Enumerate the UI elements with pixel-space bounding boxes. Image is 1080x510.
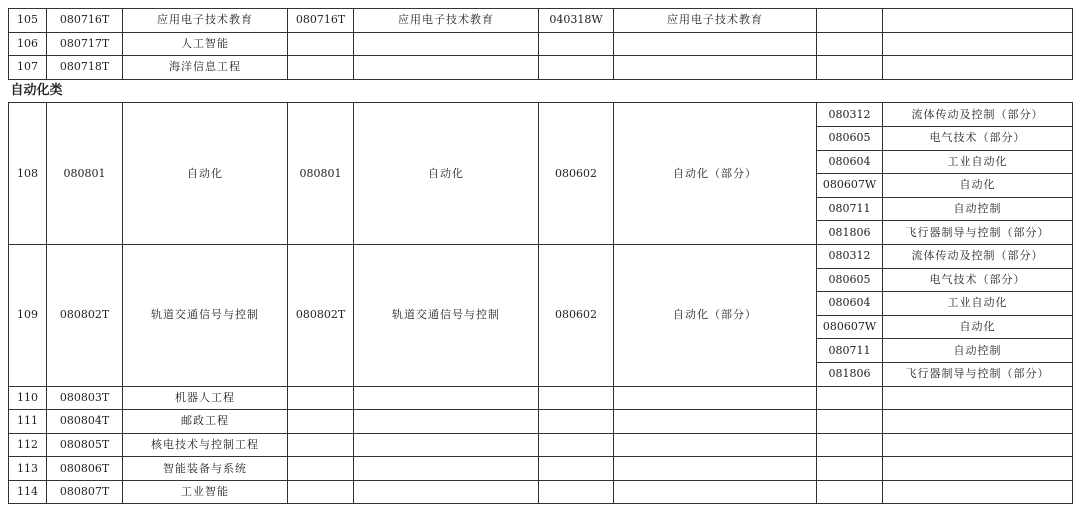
major-code: 080804T [47, 410, 123, 434]
sub-name: 飞行器制导与控制（部分） [883, 362, 1073, 386]
major-name: 人工智能 [123, 32, 288, 56]
sub-name: 电气技术（部分） [883, 126, 1073, 150]
major-name: 智能装备与系统 [123, 457, 288, 481]
row-number: 112 [9, 433, 47, 457]
row-number: 110 [9, 386, 47, 410]
table-row [9, 244, 1073, 268]
major-code: 080802T [47, 244, 123, 386]
major-code: 080803T [47, 386, 123, 410]
old-name: 自动化 [354, 103, 539, 245]
major-name: 海洋信息工程 [123, 56, 288, 80]
sub-code: 080711 [817, 197, 883, 221]
sub-code: 080604 [817, 150, 883, 174]
major-name: 核电技术与控制工程 [123, 433, 288, 457]
table-row [9, 433, 1073, 457]
older-name: 自动化（部分） [614, 103, 817, 245]
older-name: 自动化（部分） [614, 244, 817, 386]
major-name: 邮政工程 [123, 410, 288, 434]
sub-code: 080312 [817, 244, 883, 268]
sub-name: 自动化 [883, 174, 1073, 198]
table-row [9, 457, 1073, 481]
major-code: 080807T [47, 480, 123, 504]
sub-name: 自动化 [883, 315, 1073, 339]
sub-name: 自动控制 [883, 197, 1073, 221]
category-heading: 自动化类 [9, 79, 1073, 103]
major-code: 080717T [47, 32, 123, 56]
row-number: 113 [9, 457, 47, 481]
major-code: 080716T [47, 9, 123, 33]
sub-code: 080605 [817, 126, 883, 150]
sub-name: 流体传动及控制（部分） [883, 103, 1073, 127]
table-row [9, 480, 1073, 504]
sub-code: 080312 [817, 103, 883, 127]
major-catalog-table [8, 8, 1073, 504]
sub-code: 080607W [817, 174, 883, 198]
major-name: 应用电子技术教育 [123, 9, 288, 33]
sub-code: 080607W [817, 315, 883, 339]
major-code: 080718T [47, 56, 123, 80]
sub-name: 工业自动化 [883, 292, 1073, 316]
table-row [9, 410, 1073, 434]
major-name: 轨道交通信号与控制 [123, 244, 288, 386]
table-row [9, 103, 1073, 127]
major-name: 工业智能 [123, 480, 288, 504]
old-code: 080801 [288, 103, 354, 245]
old-code: 080716T [288, 9, 354, 33]
sub-code: 080604 [817, 292, 883, 316]
sub-code: 080711 [817, 339, 883, 363]
category-row [9, 79, 1073, 103]
sub-code: 081806 [817, 362, 883, 386]
table-row [9, 9, 1073, 33]
major-code: 080801 [47, 103, 123, 245]
major-name: 机器人工程 [123, 386, 288, 410]
sub-name: 自动控制 [883, 339, 1073, 363]
older-name: 应用电子技术教育 [614, 9, 817, 33]
row-number: 108 [9, 103, 47, 245]
sub-name: 流体传动及控制（部分） [883, 244, 1073, 268]
older-code: 080602 [539, 244, 614, 386]
sub-code [817, 9, 883, 33]
sub-name: 飞行器制导与控制（部分） [883, 221, 1073, 245]
major-code: 080806T [47, 457, 123, 481]
row-number: 109 [9, 244, 47, 386]
sub-code: 080605 [817, 268, 883, 292]
table-row [9, 32, 1073, 56]
sub-name: 电气技术（部分） [883, 268, 1073, 292]
old-name: 应用电子技术教育 [354, 9, 539, 33]
table-row [9, 386, 1073, 410]
major-code: 080805T [47, 433, 123, 457]
row-number: 107 [9, 56, 47, 80]
sub-name [883, 9, 1073, 33]
table-row [9, 56, 1073, 80]
older-code: 080602 [539, 103, 614, 245]
old-code: 080802T [288, 244, 354, 386]
row-number: 106 [9, 32, 47, 56]
sub-code: 081806 [817, 221, 883, 245]
row-number: 105 [9, 9, 47, 33]
major-name: 自动化 [123, 103, 288, 245]
row-number: 114 [9, 480, 47, 504]
older-code: 040318W [539, 9, 614, 33]
old-name: 轨道交通信号与控制 [354, 244, 539, 386]
sub-name: 工业自动化 [883, 150, 1073, 174]
row-number: 111 [9, 410, 47, 434]
